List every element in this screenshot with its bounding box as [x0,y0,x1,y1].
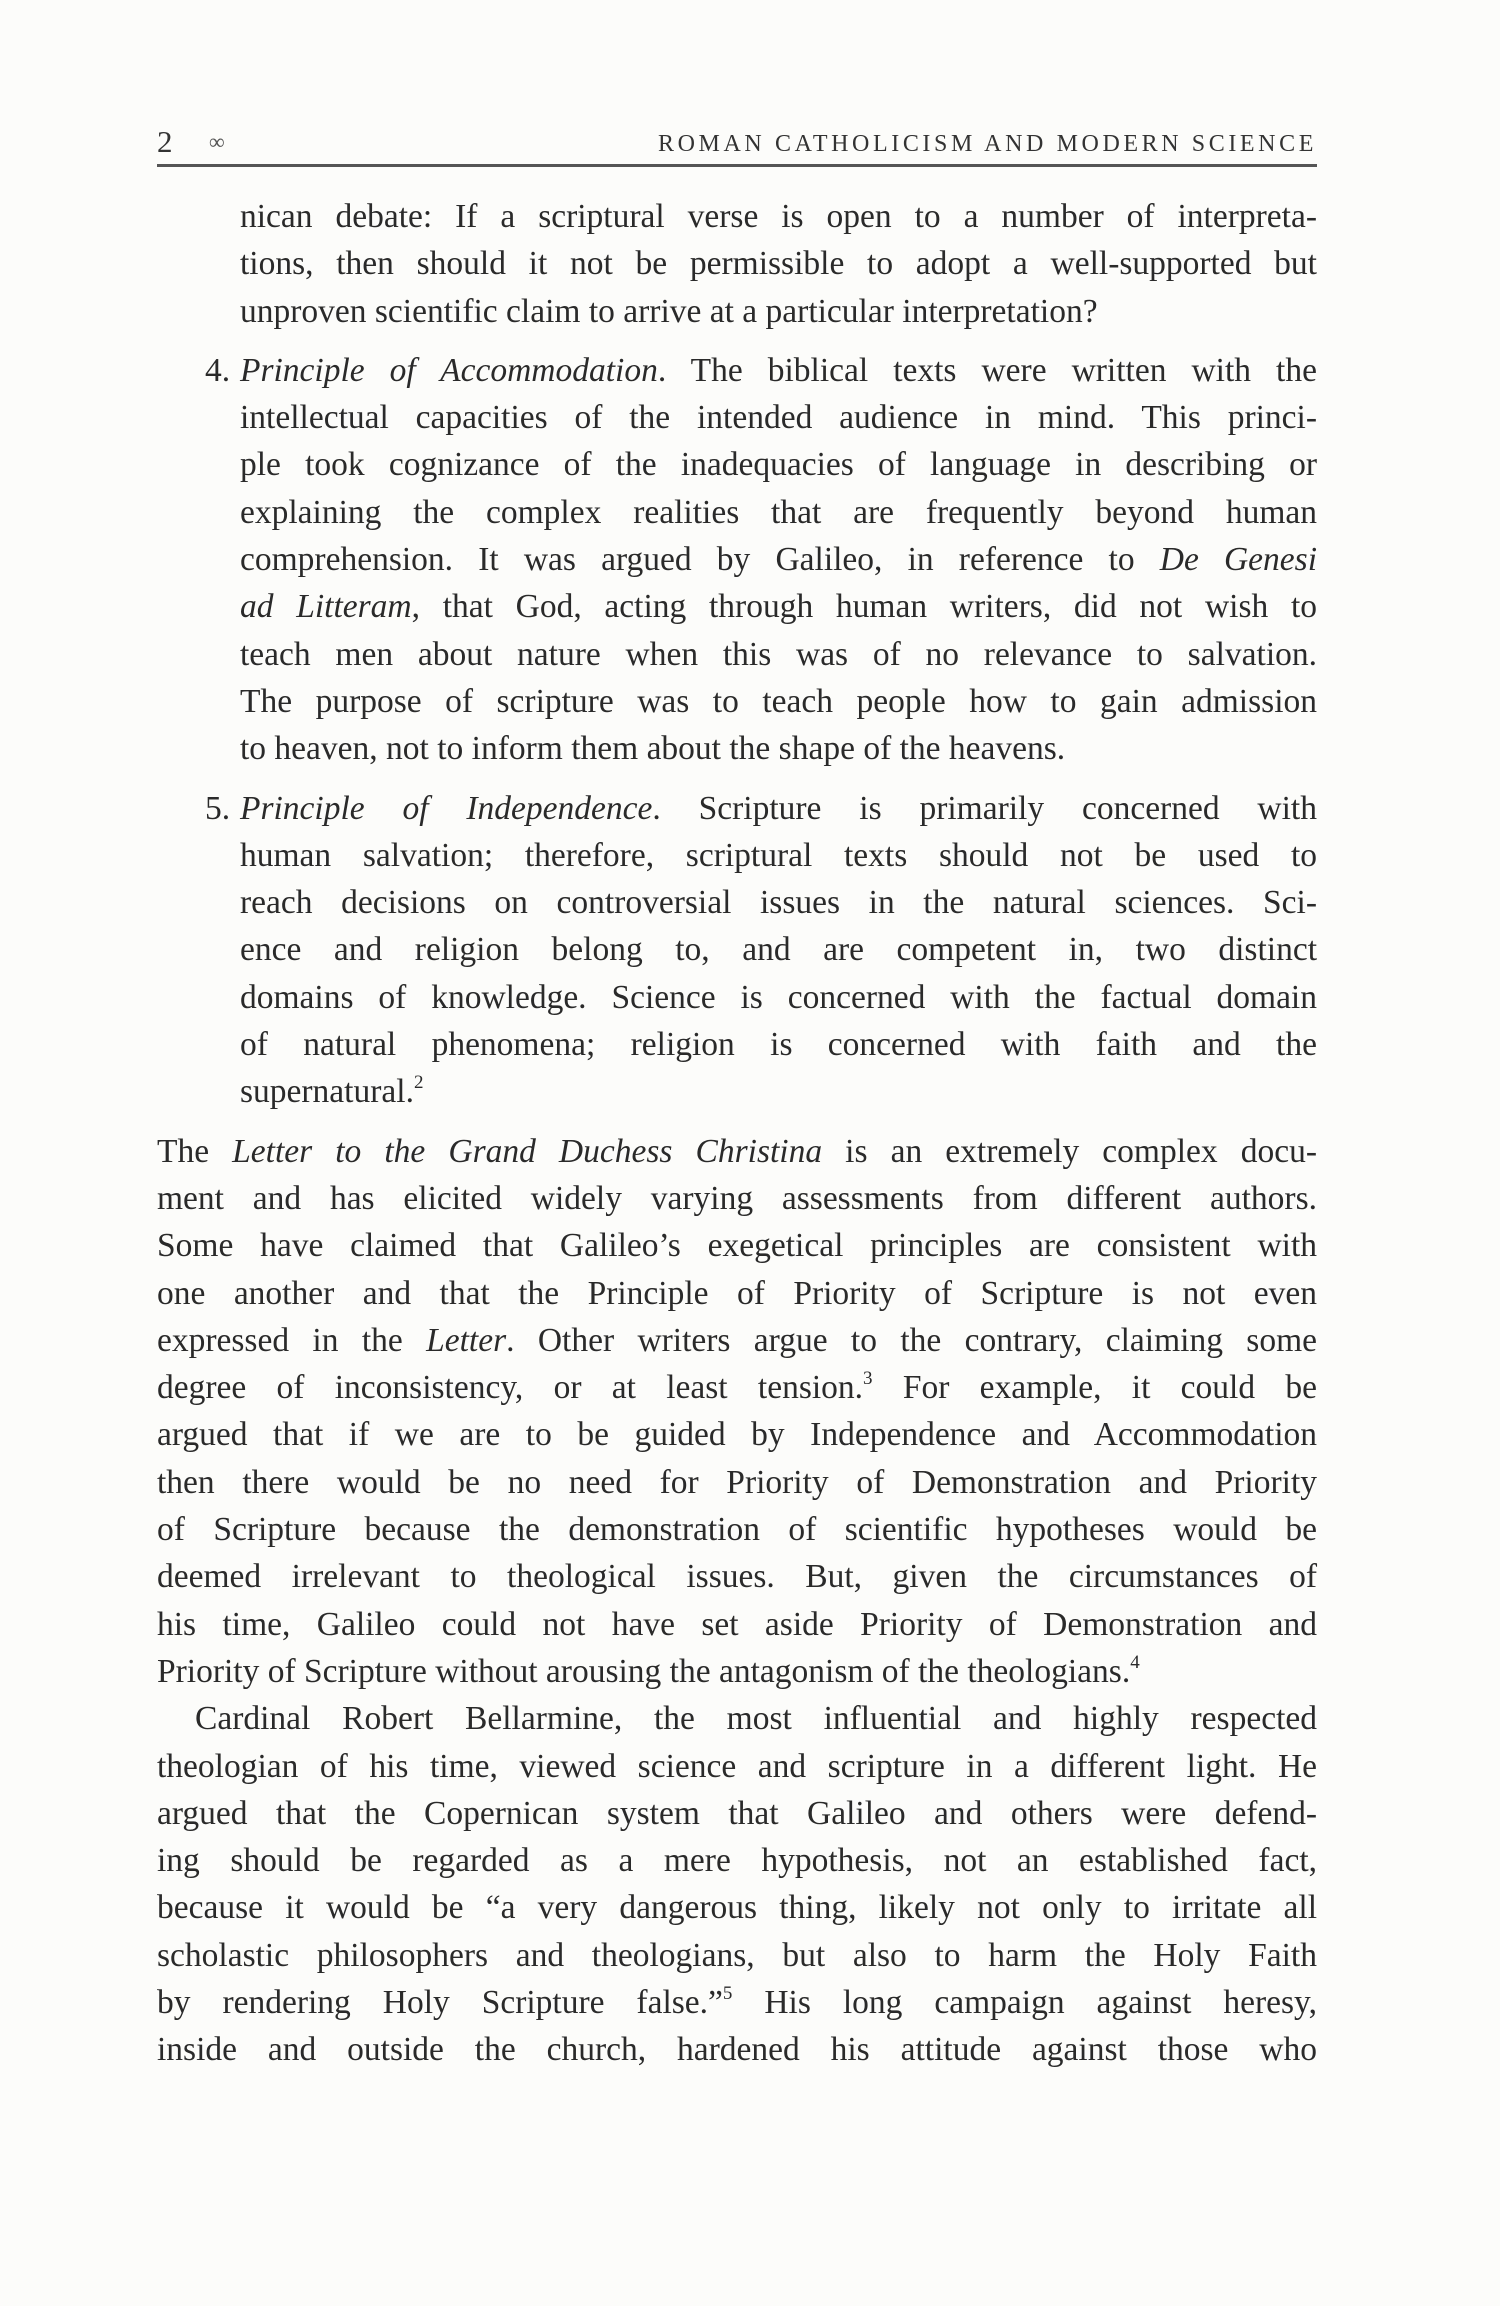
text-line [157,1790,1317,1837]
footnote-ref[interactable]: 5 [722,1982,733,2004]
text-line [157,785,1317,832]
text-run: of Scripture because the demonstration of scientific hypotheses would be [157,1511,1317,1549]
text-line [157,240,1317,287]
list-item-number: 4. [205,351,231,389]
text-run: ment and has elicited widely varying assessments from different authors. [157,1179,1317,1217]
text-line [157,441,1317,488]
text-run: . Scripture is primarily concerned with [652,789,1317,827]
text-run: Some have claimed that Galileo’s exegetical principles are consistent with [157,1227,1317,1265]
italic-title: De Genesi [1159,541,1317,579]
list-item-number: 5. [205,789,231,827]
text-line [157,1128,1317,1175]
text-line [157,1743,1317,1790]
text-run: inside and outside the church, hardened his attitude against those who [157,2031,1317,2069]
text-line [157,1837,1317,1884]
text-run: teach men about nature when this was of no relevance to salvation. [240,635,1317,673]
text-line [157,1648,1317,1695]
text-run: his time, Galileo could not have set aside Priority of Demonstration and [157,1605,1317,1643]
text-run: reach decisions on controversial issues in the natural sciences. Sci- [240,884,1317,922]
text-run: then there would be no need for Priority of Demonstration and Priority [157,1463,1317,1501]
item-gap [157,335,1317,347]
text-line [157,193,1317,240]
text-line [157,1459,1317,1506]
text-line [157,832,1317,879]
text-line [157,536,1317,583]
ornament-icon: ∞ [209,129,219,154]
text-line [157,347,1317,394]
text-run: The purpose of scripture was to teach people how to gain admission [240,682,1317,720]
item-gap [157,773,1317,785]
text-line [157,1695,1317,1742]
text-run: to heaven, not to inform them about the shape of the heavens. [240,730,1066,768]
text-run: comprehension. It was argued by Galileo, in reference to [240,541,1160,579]
text-line [157,879,1317,926]
text-run: theologian of his time, viewed science and scripture in a different light. He [157,1747,1317,1785]
text-run: The [157,1132,233,1170]
text-run: tions, then should it not be permissible to adopt a well-supported but [240,245,1317,283]
text-line [157,1270,1317,1317]
text-line [157,974,1317,1021]
running-head [157,118,1317,162]
text-run: . Other writers argue to the contrary, claiming some [506,1321,1318,1359]
text-line [157,1553,1317,1600]
text-run: supernatural. [240,1073,414,1111]
list-continuation [157,193,1317,335]
text-line [157,1175,1317,1222]
footnote-ref[interactable]: 2 [413,1072,424,1094]
principles-list [157,335,1317,1116]
paragraph [157,1128,1317,1696]
text-line [157,1068,1317,1115]
text-run: expressed in the [157,1321,427,1359]
text-line [157,1411,1317,1458]
text-run: one another and that the Principle of Priority of Scripture is not even [157,1274,1317,1312]
text-line [157,678,1317,725]
text-run: argued that the Copernican system that Galileo and others were defend- [157,1794,1317,1832]
text-line [157,1364,1317,1411]
text-line [157,725,1317,772]
text-run: , that God, acting through human writers, did not wish to [411,588,1318,626]
footnote-ref[interactable]: 4 [1130,1651,1140,1673]
header-rule [157,164,1317,167]
body-text [157,193,1317,2074]
text-line [157,1601,1317,1648]
text-line [157,631,1317,678]
text-run: of natural phenomena; religion is concerned with faith and the [240,1026,1317,1064]
paragraph [157,1695,1317,2073]
text-run: Priority of Scripture without arousing the antagonism of the theologians. [157,1652,1131,1690]
text-line [157,1222,1317,1269]
italic-title: Letter to the Grand Duchess Christina [232,1132,823,1170]
text-line [157,926,1317,973]
text-run: degree of inconsistency, or at least tension. [157,1369,864,1407]
text-run: unproven scientific claim to arrive at a particular interpretation? [240,292,1098,330]
text-line [157,1932,1317,1979]
text-run: ence and religion belong to, and are competent in, two distinct [240,931,1317,969]
text-run: by rendering Holy Scripture false.” [157,1983,723,2021]
text-line [157,1506,1317,1553]
text-line [157,489,1317,536]
text-line [157,1884,1317,1931]
italic-title: Letter [426,1321,507,1359]
text-line [157,394,1317,441]
text-run: argued that if we are to be guided by Independence and Accommodation [157,1416,1317,1454]
running-head-title: ROMAN CATHOLICISM AND MODERN SCIENCE [658,131,1317,157]
text-line [157,1317,1317,1364]
paragraphs [157,1116,1317,2074]
italic-title: Principle of Independence [240,789,653,827]
italic-title: ad Litteram [240,588,412,626]
text-run: nican debate: If a scriptural verse is open to a number of interpreta- [240,198,1317,235]
page-number: 2 [157,124,173,159]
text-line [157,288,1317,335]
text-run: human salvation; therefore, scriptural texts should not be used to [240,836,1317,874]
list-item [157,785,1317,1116]
text-run: intellectual capacities of the intended audience in mind. This princi- [240,399,1317,437]
footnote-ref[interactable]: 3 [863,1368,873,1390]
text-run: ple took cognizance of the inadequacies of language in describing or [240,446,1317,484]
list-item [157,347,1317,773]
italic-title: Principle of Accommodation [240,351,658,389]
text-line [157,583,1317,630]
paragraph-gap [157,1116,1317,1128]
text-run: . The biblical texts were written with the [657,351,1317,389]
text-run: Cardinal Robert Bellarmine, the most influential and highly respected [195,1700,1317,1738]
text-run: scholastic philosophers and theologians, but also to harm the Holy Faith [157,1936,1317,1974]
text-run: because it would be “a very dangerous thing, likely not only to irritate all [157,1889,1317,1927]
text-line [157,1021,1317,1068]
text-run: For example, it could be [872,1369,1318,1407]
text-run: explaining the complex realities that are frequently beyond human [240,493,1317,531]
text-run: His long campaign against heresy, [732,1983,1317,2021]
text-run: is an extremely complex docu- [822,1132,1317,1170]
text-line [157,1979,1317,2026]
text-run: deemed irrelevant to theological issues. But, given the circumstances of [157,1558,1317,1596]
text-line [157,2026,1317,2073]
text-run: ing should be regarded as a mere hypothesis, not an established fact, [157,1842,1317,1880]
text-run: domains of knowledge. Science is concerned with the factual domain [240,978,1317,1016]
